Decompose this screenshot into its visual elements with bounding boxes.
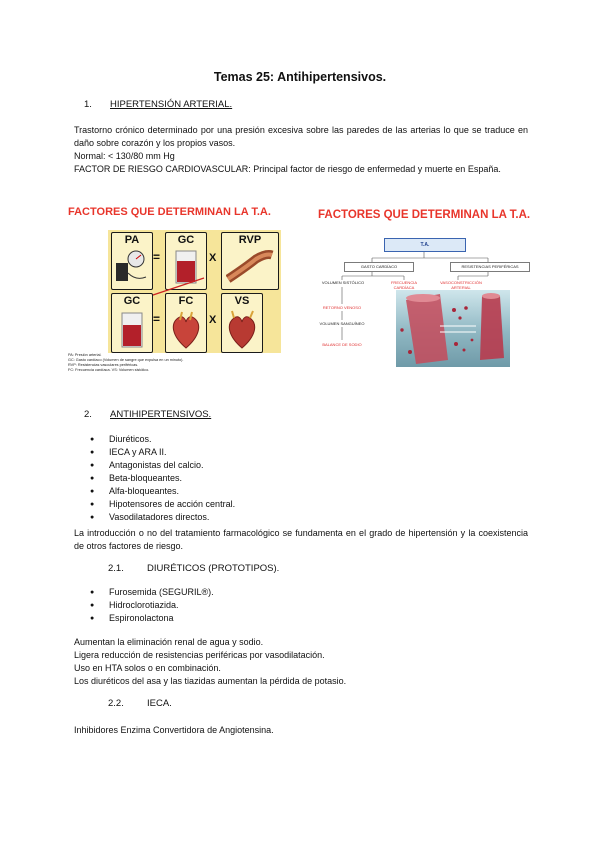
definition-paragraph: Trastorno crónico determinado por una presión excesiva sobre las paredes de las arterias lo que se traduce en daño sobre corazón y los propios vasos. (74, 125, 528, 148)
figure-title: FACTORES QUE DETERMINAN LA T.A. (68, 206, 271, 218)
list-item: ● Beta-bloqueantes. (90, 472, 235, 485)
diuretics-list (90, 586, 214, 625)
antihypertensive-list (90, 433, 235, 524)
list-item: ● IECA y ARA II. (90, 446, 235, 459)
list-item: ● Hipotensores de acción central. (90, 498, 235, 511)
figure-right (312, 200, 540, 385)
heart-icon (226, 310, 258, 350)
retorno-label: RETORNO VENOSO (322, 305, 362, 310)
section-number: 1. (84, 99, 92, 110)
subsection-title: IECA. (147, 698, 172, 709)
list-item: ● Antagonistas del calcio. (90, 459, 235, 472)
list-item: ● Alfa-bloqueantes. (90, 485, 235, 498)
diuretics-notes: Aumentan la eliminación renal de agua y sodio. Ligera reducción de resistencias periféricas por vasodilatación. Uso en HTA solos o en combinación. Los diuréticos del asa y las tiazidas aumentan la pérdida de potasio. (74, 637, 347, 686)
list-item: ● Hidroclorotiazida. (90, 599, 214, 612)
risk-factor-paragraph: FACTOR DE RIESGO CARDIOVASCULAR: Principal factor de riesgo de enfermedad y muerte en España. (74, 164, 501, 174)
vessel-illustration (396, 290, 510, 367)
beaker-icon (120, 311, 144, 349)
list-item: ● Furosemida (SEGURIL®). (90, 586, 214, 599)
page-title: Temas 25: Antihipertensivos. (213, 70, 387, 84)
list-item: ● Diuréticos. (90, 433, 235, 446)
figure-title: FACTORES QUE DETERMINAN LA T.A. (318, 209, 531, 221)
subsection-number: 2.2. (108, 698, 124, 709)
rvp-box: RVP (221, 232, 279, 290)
subsection-heading-2-1 (108, 563, 408, 577)
vaso-label: VASOCONSTRICCIÓN ARTERIAL (440, 280, 482, 290)
resist-box: RESISTENCIAS PERIFÉRICAS (450, 262, 530, 272)
pa-box: PA (111, 232, 153, 290)
heart-icon (170, 310, 202, 350)
normal-value: Normal: < 130/80 mm Hg (74, 151, 175, 161)
subsection-number: 2.1. (108, 563, 124, 574)
artery-icon (226, 249, 274, 285)
gc-box: GC (165, 232, 207, 290)
section-number: 2. (84, 409, 92, 420)
subsection-title: DIURÉTICOS (PROTOTIPOS). (147, 563, 280, 574)
frec-label: FRECUENCIA CARDÍACA (390, 280, 417, 290)
sphygmomanometer-icon (116, 249, 148, 285)
gasto-box: GASTO CARDÍACO (344, 262, 414, 272)
fc-box: FC (165, 293, 207, 353)
subsection-heading-2-2 (108, 698, 408, 712)
list-item: ● Vasodilatadores directos. (90, 511, 235, 524)
balance-label: BALANCE DE SODIO (322, 342, 362, 347)
section-heading-1 (84, 99, 384, 113)
vs-box: VS (221, 293, 263, 353)
treatment-paragraph: La introducción o no del tratamiento farmacológico se fundamenta en el grado de hipertensión y la coexistencia de otros factores de riesgo. (74, 528, 528, 551)
volsang-label: VOLUMEN SANGUÍNEO (319, 321, 365, 326)
ieca-definition: Inhibidores Enzima Convertidora de Angiotensina. (74, 725, 274, 735)
figure-legend: PA: Presión arterial. GC: Gasto cardíaco (Volumen de sangre que expulsa en un minuto). RVP: Resistencias vasculares periféricas. FC: Frecuencia cardíaca. VS: Volumen sistólico. (68, 353, 184, 372)
volsis-label: VOLUMEN SISTÓLICO (321, 280, 365, 285)
formula-panel: PA = GC X RVP GC = FC X VS (108, 230, 281, 353)
figure-left (66, 200, 290, 385)
section-title: HIPERTENSIÓN ARTERIAL. (110, 99, 233, 110)
gc2-box: GC (111, 293, 153, 353)
ta-box: T.A. (384, 238, 466, 252)
list-item: ● Espironolactona (90, 612, 214, 625)
section-heading-2 (84, 409, 384, 423)
vessel-icon (396, 290, 510, 367)
section-title: ANTIHIPERTENSIVOS. (110, 409, 212, 420)
